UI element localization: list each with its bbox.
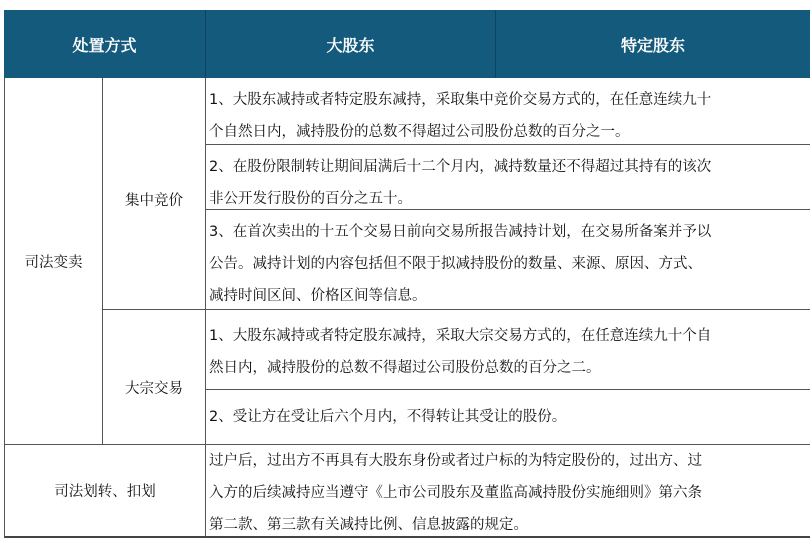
text-line: 公告。减持计划的内容包括但不限于拟减持股份的数量、来源、原因、方式、	[209, 256, 702, 272]
bidding-rule-3	[205, 210, 810, 310]
bidding-rule-1	[205, 78, 810, 145]
text-line: 入方的后续减持应当遵守《上市公司股东及董监高减持股份实施细则》第六条	[209, 485, 702, 501]
text-line: 然日内，减持股份的总数不得超过公司股份总数的百分之二。	[209, 360, 601, 376]
text-line: 第二款、第三款有关减持比例、信息披露的规定。	[209, 517, 528, 533]
text-line: 1、大股东减持或者特定股东减持，采取大宗交易方式的，在任意连续九十个自	[209, 328, 712, 344]
block-rule-1	[205, 310, 810, 390]
text-line: 2、受让方在受让后六个月内，不得转让其受让的股份。	[209, 409, 567, 425]
header-major-shareholder: 大股东	[205, 10, 495, 78]
bidding-rule-2	[205, 145, 810, 210]
text-line: 过户后，过出方不再具有大股东身份或者过户标的为特定股份的，过出方、过	[209, 453, 702, 469]
judicial-transfer-rule	[205, 445, 810, 538]
text-line: 1、大股东减持或者特定股东减持，采取集中竞价交易方式的，在任意连续九十	[209, 92, 712, 108]
text-line: 3、在首次卖出的十五个交易日前向交易所报告减持计划，在交易所备案并予以	[209, 224, 712, 240]
centralized-bidding-label: 集中竞价	[102, 78, 205, 310]
header-specific-shareholder: 特定股东	[495, 10, 810, 78]
text-line: 减持时间区间、价格区间等信息。	[209, 288, 427, 304]
judicial-transfer-label: 司法划转、扣划	[4, 445, 205, 538]
block-trade-label: 大宗交易	[102, 310, 205, 445]
block-rule-2	[205, 390, 810, 445]
text-line: 个自然日内，减持股份的总数不得超过公司股份总数的百分之一。	[209, 124, 630, 140]
header-disposal-method: 处置方式	[4, 10, 205, 78]
text-line: 2、在股份限制转让期间届满后十二个月内，减持数量还不得超过其持有的该次	[209, 159, 712, 175]
judicial-sale-label: 司法变卖	[4, 78, 102, 445]
text-line: 非公开发行股份的百分之五十。	[209, 191, 412, 207]
